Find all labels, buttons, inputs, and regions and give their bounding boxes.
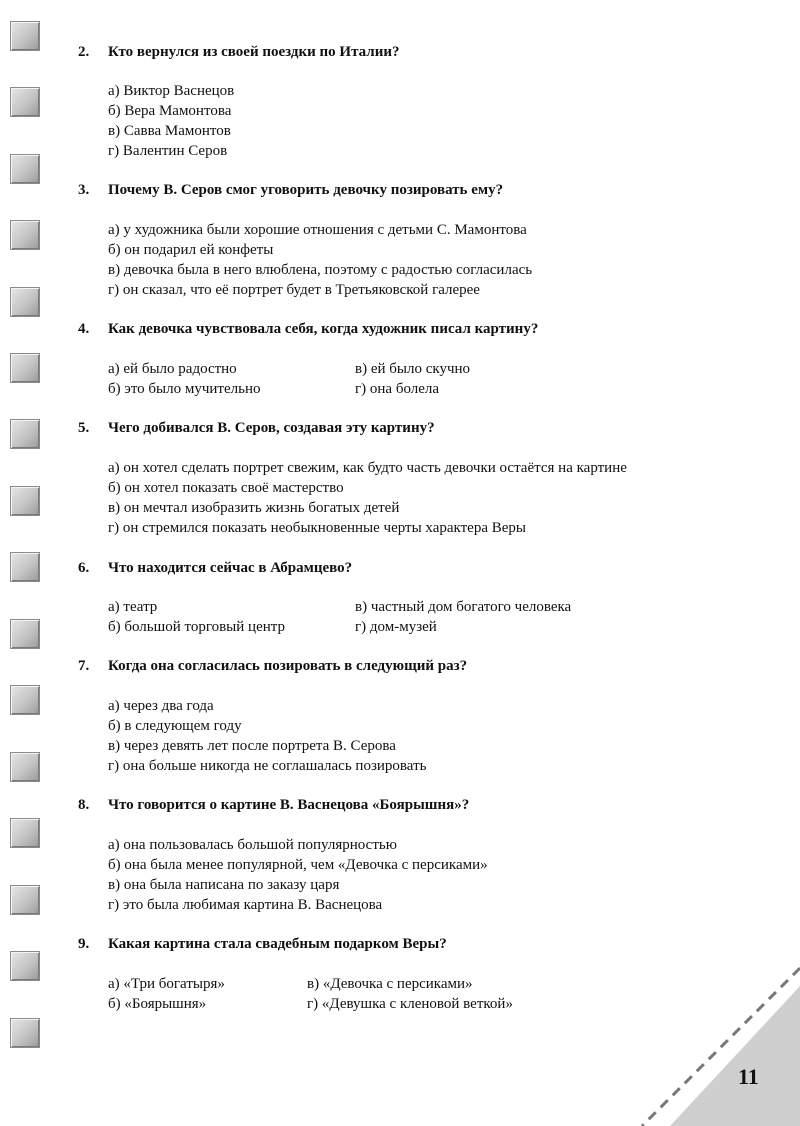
option-b: б) она была менее популярной, чем «Девочка с персиками» [108, 857, 488, 873]
option-c: в) девочка была в него влюблена, поэтому с радостью согласилась [108, 262, 533, 278]
option-d: г) «Девушка с кленовой веткой» [307, 996, 513, 1012]
option-d: г) он стремился показать необыкновенные черты характера Веры [108, 520, 526, 536]
question-text: Что находится сейчас в Абрамцево? [108, 560, 353, 576]
question-text: Какая картина стала свадебным подарком Веры? [108, 936, 447, 952]
question-text: Что говорится о картине В. Васнецова «Боярышня»? [108, 797, 470, 813]
question-text: Когда она согласилась позировать в следующий раз? [108, 658, 468, 674]
question-number: 8. [78, 797, 90, 813]
option-c: в) ей было скучно [355, 361, 471, 377]
option-d: г) он сказал, что её портрет будет в Третьяковской галерее [108, 282, 480, 298]
option-a: а) театр [108, 599, 158, 615]
option-d: г) Валентин Серов [108, 143, 228, 159]
option-b: б) это было мучительно [108, 381, 261, 397]
option-b: б) он подарил ей конфеты [108, 242, 274, 258]
question-number: 3. [78, 182, 90, 198]
question-number: 7. [78, 658, 90, 674]
option-c: в) он мечтал изобразить жизнь богатых детей [108, 500, 400, 516]
corner-fill [670, 986, 800, 1126]
question-number: 4. [78, 321, 90, 337]
question-number: 9. [78, 936, 90, 952]
option-a: а) через два года [108, 698, 214, 714]
option-a: а) «Три богатыря» [108, 976, 225, 992]
option-b: б) он хотел показать своё мастерство [108, 480, 344, 496]
question-text: Как девочка чувствовала себя, когда художник писал картину? [108, 321, 539, 337]
question-text: Кто вернулся из своей поездки по Италии? [108, 44, 400, 60]
option-b: б) Вера Мамонтова [108, 103, 232, 119]
option-d: г) дом-музей [355, 619, 437, 635]
option-c: в) частный дом богатого человека [355, 599, 572, 615]
question-text: Почему В. Серов смог уговорить девочку позировать ему? [108, 182, 504, 198]
option-a: а) он хотел сделать портрет свежим, как будто часть девочки остаётся на картине [108, 460, 627, 476]
option-a: а) Виктор Васнецов [108, 83, 235, 99]
option-a: а) у художника были хорошие отношения с детьми С. Мамонтова [108, 222, 527, 238]
option-d: г) она болела [355, 381, 440, 397]
option-b: б) большой торговый центр [108, 619, 285, 635]
option-d: г) это была любимая картина В. Васнецова [108, 897, 383, 913]
option-d: г) она больше никогда не соглашалась позировать [108, 758, 427, 774]
option-b: б) в следующем году [108, 718, 242, 734]
option-c: в) Савва Мамонтов [108, 123, 231, 139]
option-a: а) ей было радостно [108, 361, 237, 377]
option-c: в) «Девочка с персиками» [307, 976, 473, 992]
option-b: б) «Боярышня» [108, 996, 207, 1012]
page-number: 11 [738, 1064, 759, 1089]
option-c: в) она была написана по заказу царя [108, 877, 340, 893]
option-c: в) через девять лет после портрета В. Серова [108, 738, 396, 754]
option-a: а) она пользовалась большой популярностью [108, 837, 397, 853]
question-number: 5. [78, 420, 90, 436]
question-number: 2. [78, 44, 90, 60]
question-number: 6. [78, 560, 90, 576]
question-text: Чего добивался В. Серов, создавая эту картину? [108, 420, 435, 436]
